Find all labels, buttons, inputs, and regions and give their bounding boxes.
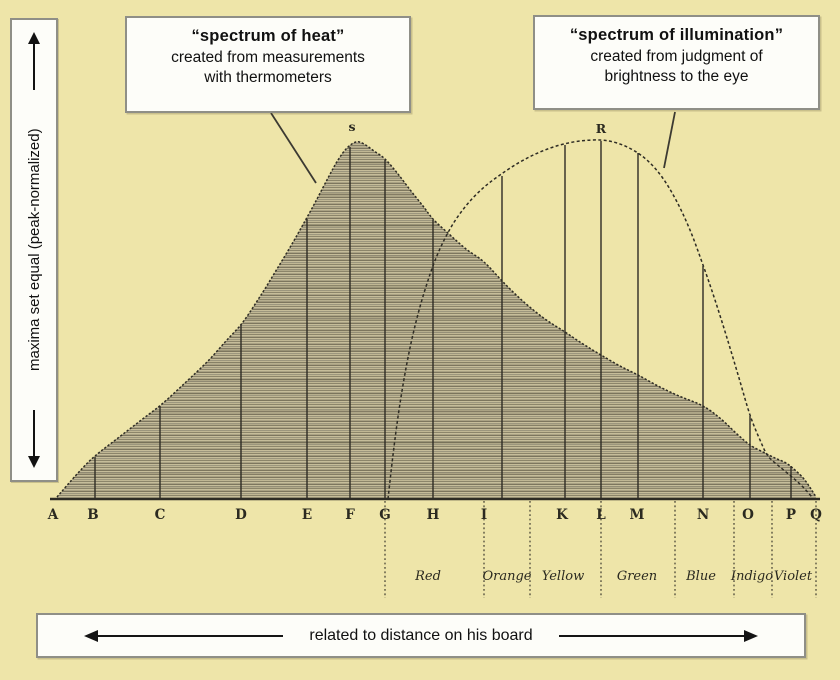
illumination-callout-title: “spectrum of illumination” xyxy=(569,26,784,44)
heat-callout-line1: created from measurements xyxy=(171,49,365,66)
y-axis-label-box xyxy=(10,18,58,482)
axis-letter-E: E xyxy=(301,507,313,523)
right-arrow-stem xyxy=(559,635,744,637)
color-label-yellow: Yellow xyxy=(541,569,585,584)
illumination-callout-line1: created from judgment of xyxy=(590,48,763,65)
y-axis-label: maxima set equal (peak-normalized) xyxy=(25,128,43,372)
illumination-peak-label-R: R xyxy=(595,121,607,136)
color-label-green: Green xyxy=(616,569,658,584)
left-arrow-icon xyxy=(84,630,98,642)
axis-letter-G: G xyxy=(379,507,391,523)
axis-letter-D: D xyxy=(235,507,247,523)
axis-letter-C: C xyxy=(154,507,166,523)
left-arrow-stem xyxy=(98,635,283,637)
color-label-orange: Orange xyxy=(482,569,532,584)
illumination-callout-pointer xyxy=(664,112,675,168)
illumination-spectrum-callout xyxy=(533,15,820,110)
axis-letter-P: P xyxy=(785,507,797,523)
axis-letter-K: K xyxy=(556,507,568,523)
axis-letter-N: N xyxy=(696,507,710,523)
heat-peak-label-s: s xyxy=(348,119,356,134)
up-arrow-icon xyxy=(28,32,40,44)
heat-spectrum-callout xyxy=(125,16,411,113)
color-label-indigo: Indigo xyxy=(730,569,774,584)
axis-letter-A: A xyxy=(47,507,59,523)
right-arrow-icon xyxy=(744,630,758,642)
axis-letter-L: L xyxy=(596,507,606,523)
axis-letter-M: M xyxy=(629,507,645,523)
axis-letter-F: F xyxy=(345,507,355,523)
color-label-violet: Violet xyxy=(773,569,813,584)
x-axis-label-box xyxy=(36,613,806,658)
illumination-callout-line2: brightness to the eye xyxy=(604,67,749,85)
down-arrow-icon xyxy=(28,456,40,468)
heat-callout-pointer xyxy=(271,113,316,183)
axis-letter-H: H xyxy=(426,507,440,523)
heat-callout-line2: with thermometers xyxy=(204,68,332,86)
heat-area-texture xyxy=(57,142,816,500)
heat-callout-title: “spectrum of heat” xyxy=(191,27,345,45)
x-axis-label: related to distance on his board xyxy=(309,626,533,644)
color-label-red: Red xyxy=(415,569,441,584)
axis-letter-B: B xyxy=(87,507,99,523)
up-arrow-stem xyxy=(33,44,35,90)
axis-letter-I: I xyxy=(480,507,488,523)
down-arrow-stem xyxy=(33,410,35,456)
axis-letter-Q: Q xyxy=(810,507,822,523)
axis-letter-O: O xyxy=(742,507,754,523)
color-label-blue: Blue xyxy=(686,569,716,584)
